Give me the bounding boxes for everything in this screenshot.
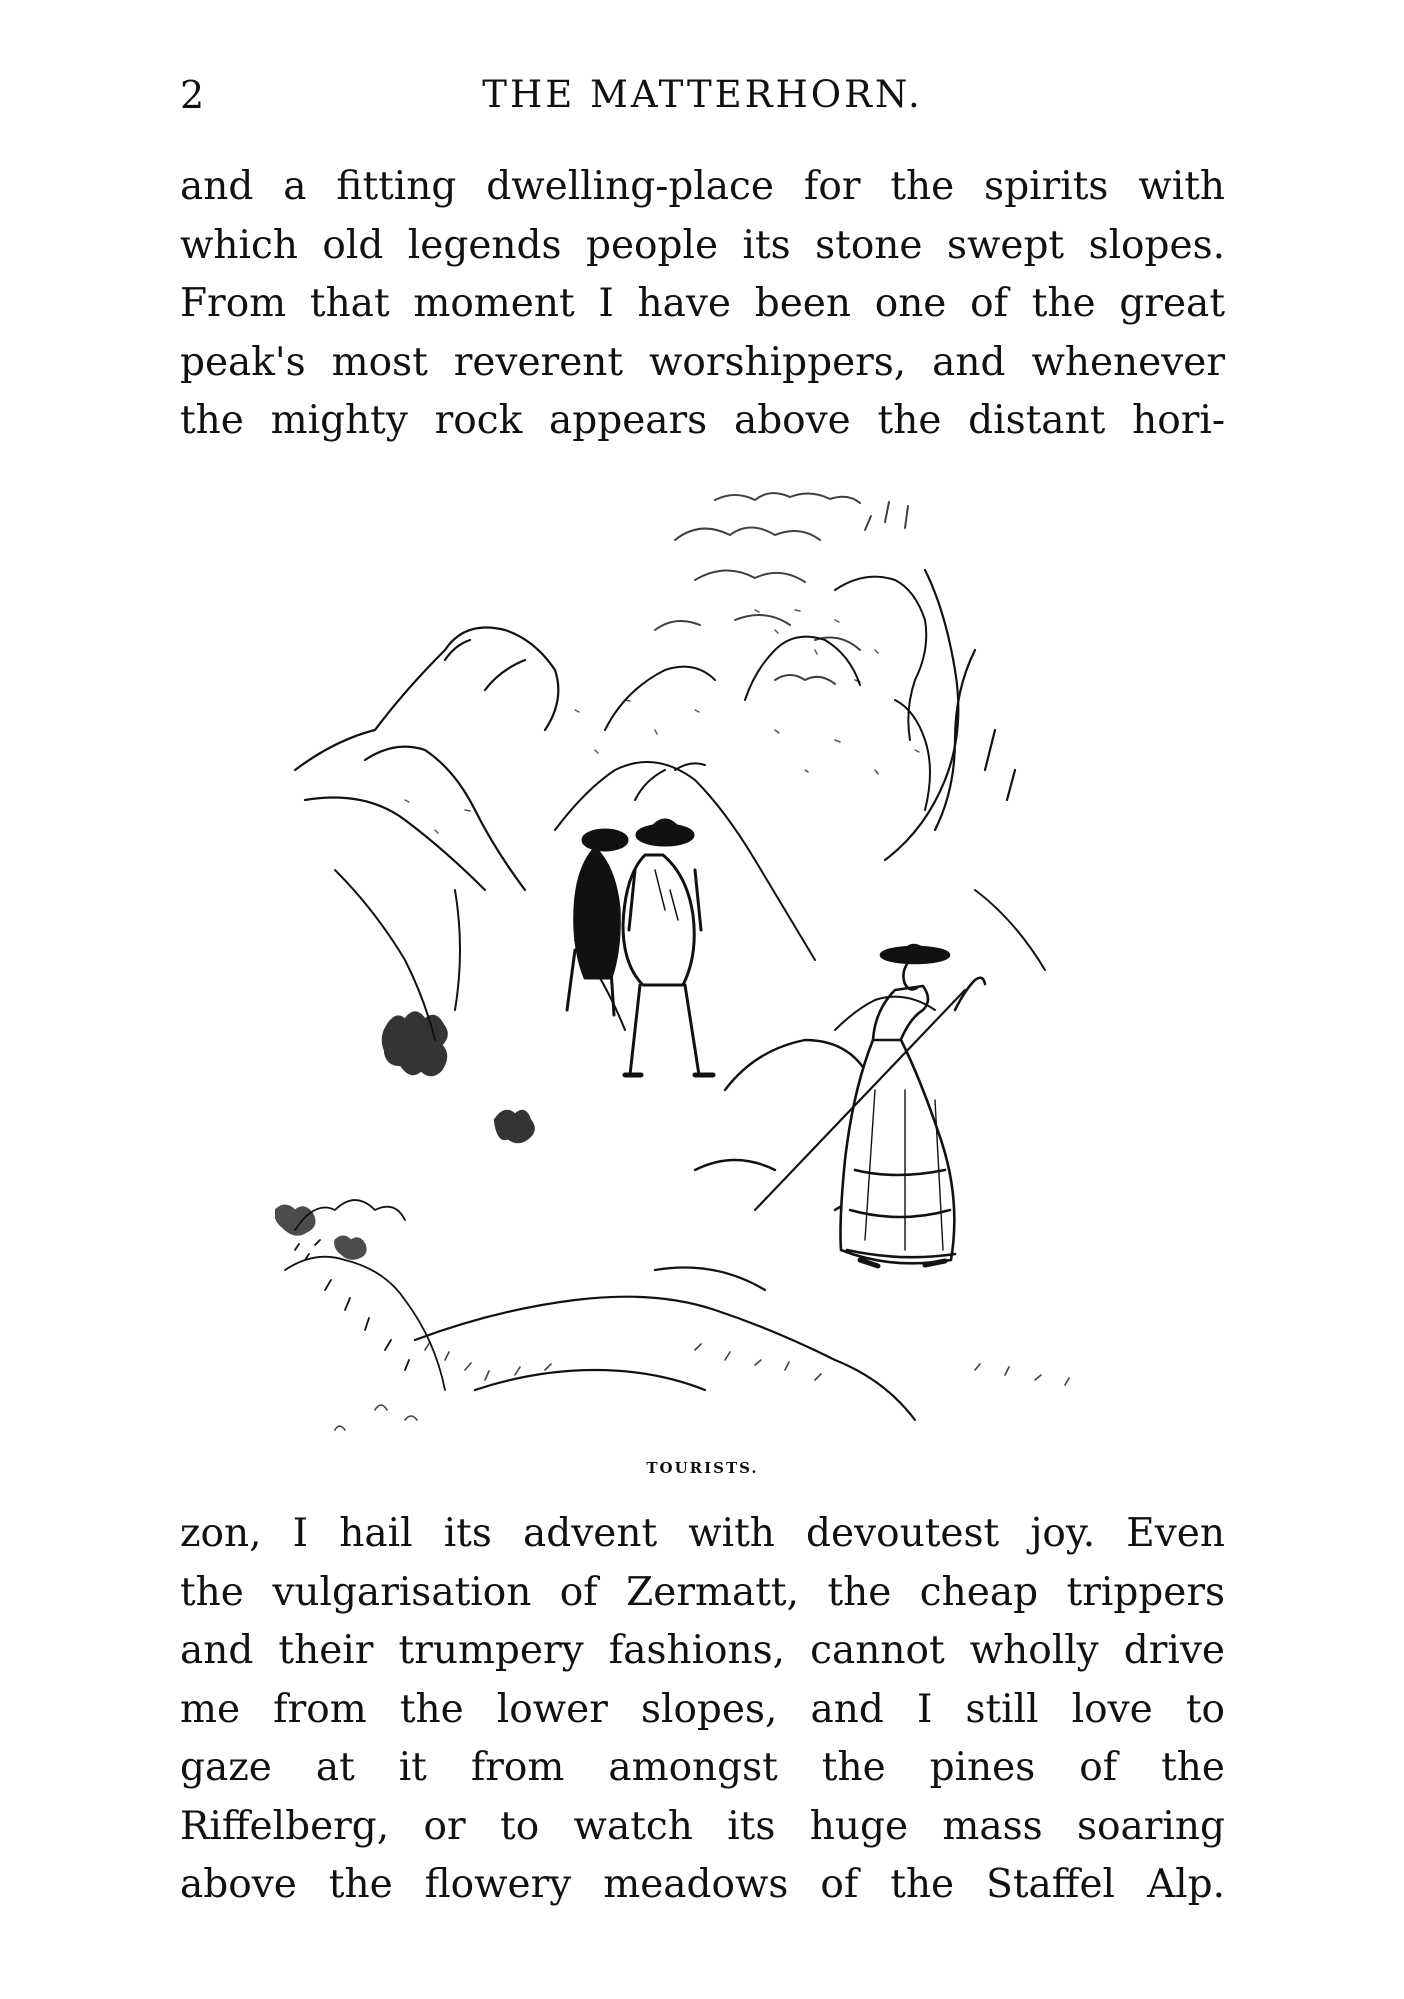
running-title: THE MATTERHORN. xyxy=(482,73,923,116)
text-line: the mighty rock appears above the distant hori- xyxy=(180,398,1225,443)
text-line: Riffelberg, or to watch its huge mass soaring xyxy=(180,1803,1225,1849)
text-line: and a fitting dwelling-place for the spirits with xyxy=(180,164,1225,209)
text-line: which old legends people its stone swept slopes. xyxy=(180,222,1225,268)
text-line: zon, I hail its advent with devoutest joy. Even xyxy=(180,1511,1225,1556)
text-line: peak's most reverent worshippers, and whenever xyxy=(180,339,1225,385)
engraving-illustration-icon xyxy=(275,470,1125,1450)
body-text-top xyxy=(180,158,1225,451)
text-line: gaze at it from amongst the pines of the xyxy=(180,1745,1225,1790)
figure-caption: TOURISTS. xyxy=(646,1459,759,1477)
text-line: above the flowery meadows of the Staffel Alp. xyxy=(180,1862,1225,1907)
text-line: From that moment I have been one of the great xyxy=(180,281,1225,326)
page-number: 2 xyxy=(180,73,205,117)
text-line: and their trumpery fashions, cannot wholly drive xyxy=(180,1628,1225,1673)
text-line: me from the lower slopes, and I still love to xyxy=(180,1686,1225,1732)
running-head xyxy=(180,70,1225,120)
text-line: the vulgarisation of Zermatt, the cheap trippers xyxy=(180,1569,1225,1615)
body-text-bottom xyxy=(180,1505,1225,1915)
